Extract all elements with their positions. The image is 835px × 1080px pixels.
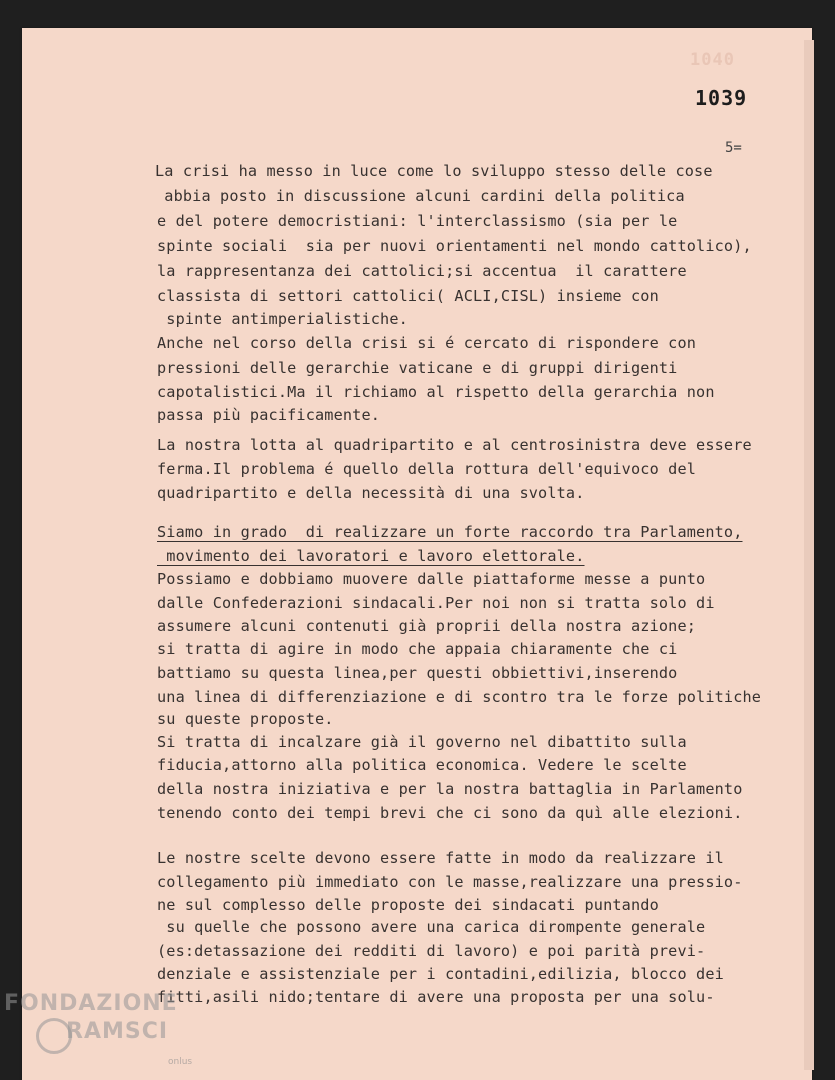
watermark-line2: RAMSCI — [66, 1019, 169, 1044]
watermark-g-icon — [36, 1018, 72, 1054]
text-line: Le nostre scelte devono essere fatte in modo da realizzare il — [157, 849, 724, 867]
text-line: collegamento più immediato con le masse,realizzare una pressio- — [157, 873, 743, 891]
text-line: Possiamo e dobbiamo muovere dalle piattaforme messe a punto — [157, 570, 706, 588]
text-line: pressioni delle gerarchie vaticane e di gruppi dirigenti — [157, 359, 678, 377]
text-line: capotalistici.Ma il richiamo al rispetto della gerarchia non — [157, 383, 715, 401]
page-number: 1039 — [695, 86, 748, 110]
text-line: La crisi ha messo in luce come lo sviluppo stesso delle cose — [155, 162, 713, 180]
page-edge — [804, 40, 814, 1070]
text-line: spinte antimperialistiche. — [157, 310, 408, 328]
text-line: battiamo su questa linea,per questi obbiettivi,inserendo — [157, 664, 678, 682]
text-line: su quelle che possono avere una carica dirompente generale — [157, 918, 706, 936]
underlined-heading-line: movimento dei lavoratori e lavoro elettorale. — [157, 547, 585, 565]
text-line: Anche nel corso della crisi si é cercato di rispondere con — [157, 334, 697, 352]
text-line: tenendo conto dei tempi brevi che ci sono da quì alle elezioni. — [157, 804, 743, 822]
text-line: La nostra lotta al quadripartito e al centrosinistra deve essere — [157, 436, 752, 454]
watermark-logo — [4, 990, 178, 1046]
text-line: Si tratta di incalzare già il governo nel dibattito sulla — [157, 733, 687, 751]
watermark-line1: FONDAZIONE — [4, 991, 178, 1016]
text-line: su queste proposte. — [157, 710, 334, 728]
text-line: ne sul complesso delle proposte dei sindacati puntando — [157, 896, 659, 914]
watermark-sub: onlus — [168, 1057, 193, 1067]
section-number: 5= — [725, 140, 742, 156]
text-line: fitti,asili nido;tentare di avere una proposta per una solu- — [157, 988, 715, 1006]
text-line: classista di settori cattolici( ACLI,CISL) insieme con — [157, 287, 659, 305]
text-line: fiducia,attorno alla politica economica. Vedere le scelte — [157, 756, 687, 774]
text-line: assumere alcuni contenuti già proprii della nostra azione; — [157, 617, 697, 635]
text-line: ferma.Il problema é quello della rottura dell'equivoco del — [157, 460, 697, 478]
text-line: una linea di differenziazione e di scontro tra le forze politiche — [157, 688, 762, 706]
text-line: denziale e assistenziale per i contadini,edilizia, blocco dei — [157, 965, 724, 983]
text-line: la rappresentanza dei cattolici;si accentua il carattere — [157, 262, 687, 280]
text-line: dalle Confederazioni sindacali.Per noi non si tratta solo di — [157, 594, 715, 612]
text-line: (es:detassazione dei redditi di lavoro) e poi parità previ- — [157, 942, 706, 960]
underlined-heading-line: Siamo in grado di realizzare un forte raccordo tra Parlamento, — [157, 523, 743, 541]
text-line: quadripartito e della necessità di una svolta. — [157, 484, 585, 502]
text-line: spinte sociali sia per nuovi orientamenti nel mondo cattolico), — [157, 237, 752, 255]
bleed-through-page-number: 1040 — [690, 50, 735, 70]
text-line: e del potere democristiani: l'interclassismo (sia per le — [157, 212, 678, 230]
text-line: abbia posto in discussione alcuni cardini della politica — [155, 187, 685, 205]
text-line: passa più pacificamente. — [157, 406, 381, 424]
text-line: della nostra iniziativa e per la nostra battaglia in Parlamento — [157, 780, 743, 798]
text-line: si tratta di agire in modo che appaia chiaramente che ci — [157, 640, 678, 658]
